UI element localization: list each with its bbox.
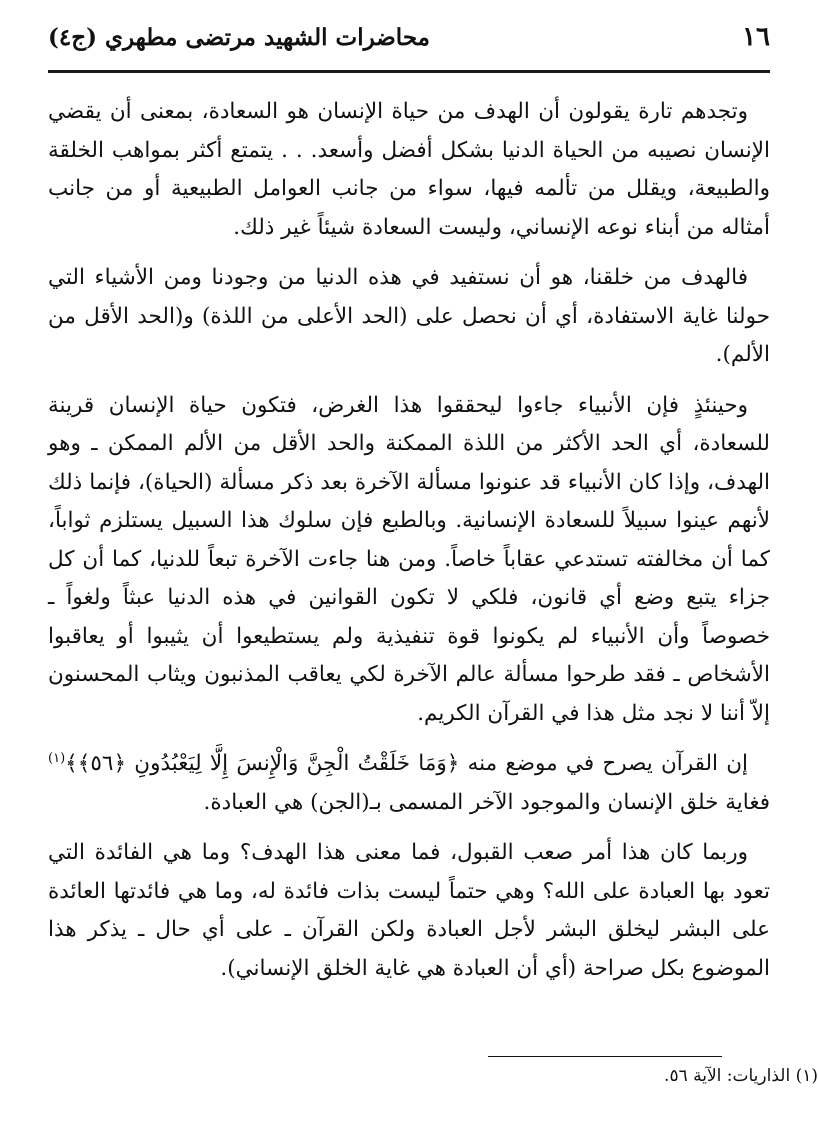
footnote: (١) الذاريات: الآية ٥٦. — [664, 1066, 818, 1086]
paragraph-final: وربما كان هذا أمر صعب القبول، فما معنى هذا الهدف؟ وما هي الفائدة التي تعود بها العبادة على الله؟ وهي حتماً ليست بذات فائدة له، وما هي فائدتها العائدة على البشر ليخلق البشر لأجل العبادة ولكن القرآن ـ على أي حال ـ يذكر هذا الموضوع بكل صراحة (أي أن العبادة هي غاية الخلق الإنساني). — [48, 840, 770, 981]
paragraph-quran — [48, 745, 770, 822]
quran-verse: ﴿وَمَا خَلَقْتُ الْجِنَّ وَالْإِنسَ إِلَّا لِيَعْبُدُونِ ﴿٥٦﴾﴾ — [65, 751, 460, 776]
paragraph-2: فالهدف من خلقنا، هو أن نستفيد في هذه الدنيا من وجودنا ومن الأشياء التي حولنا غاية الاستفادة، أي أن نحصل على (الحد الأعلى من اللذة) و(الحد الأقل من الألم). — [48, 265, 770, 367]
footnote-divider — [488, 1056, 722, 1057]
paragraph-1: وتجدهم تارة يقولون أن الهدف من حياة الإنسان هو السعادة، بمعنى أن يقضي الإنسان نصيبه من الحياة الدنيا بشكل أفضل وأسعد. . . يتمتع أكثر بمواهب الخلقة والطبيعة، ويقلل من تألمه فيها، سواء من جانب العوامل الطبيعية أو من جانب أمثاله من أبناء نوعه الإنساني، وليست السعادة شيئاً غير ذلك. — [48, 99, 770, 240]
running-title: محاضرات الشهيد مرتضى مطهري (ج٤) — [48, 24, 430, 51]
page-number: ١٦ — [742, 22, 770, 52]
body-text — [48, 93, 770, 988]
footnote-marker: (١) — [48, 750, 66, 766]
document-page — [48, 22, 770, 1122]
page-header — [48, 22, 770, 73]
quran-intro-text: إن القرآن يصرح في موضع منه — [459, 751, 748, 776]
quran-after-text: فغاية خلق الإنسان والموجود الآخر المسمى بـ(الجن) هي العبادة. — [203, 789, 770, 815]
paragraph-3: وحينئذٍ فإن الأنبياء جاءوا ليحققوا هذا الغرض، فتكون حياة الإنسان قرينة للسعادة، أي الحد الأكثر من اللذة الممكنة والحد الأقل من الألم الممكن ـ وهو الهدف، وإذا كان الأنبياء قد عنونوا مسألة الآخرة بعد ذكر مسألة (الحياة)، فإنما ذلك لأنهم عينوا سبيلاً للسعادة الإنسانية. وبالطبع فإن سلوك هذا السبيل يستلزم ثواباً، كما أن مخالفته تستدعي عقاباً خاصاً. ومن هنا جاءت الآخرة تبعاً للدنيا، كما أن كل جزاء يتبع وضع أي قانون، فلكي لا تكون القوانين في هذه الدنيا عبثاً ولغواً ـ خصوصاً وأن الأنبياء لم يكونوا قوة تنفيذية ولم يستطيعوا أن يثيبوا أو يعاقبوا الأشخاص ـ فقد طرحوا مسألة عالم الآخرة لكي يعاقب المذنبون ويثاب المحسنون إلاّ أننا لا نجد مثل هذا في القرآن الكريم. — [48, 392, 771, 726]
